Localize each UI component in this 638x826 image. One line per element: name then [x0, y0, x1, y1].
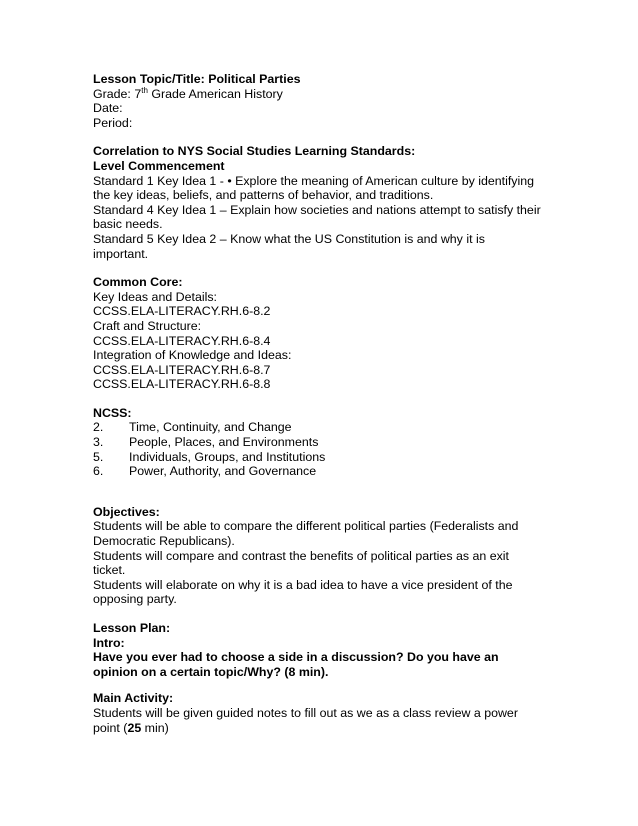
standards-subheading: Level Commencement	[93, 158, 225, 173]
common-core-section	[93, 275, 543, 392]
ncss-item-number: 3.	[93, 435, 104, 450]
lesson-topic-title: Lesson Topic/Title: Political Parties	[93, 72, 301, 86]
objective-line: Students will elaborate on why it is a bad idea to have a vice president of the opposing party.	[93, 577, 513, 607]
ncss-item-text: People, Places, and Environments	[129, 435, 319, 450]
lesson-plan-section	[93, 621, 543, 679]
objectives-section	[93, 505, 543, 607]
ncss-section	[93, 406, 543, 479]
standard-line: Standard 5 Key Idea 2 – Know what the US Constitution is and why it is important.	[93, 231, 485, 261]
common-core-line: CCSS.ELA-LITERACY.RH.6-8.7	[93, 362, 271, 377]
lesson-plan-heading: Lesson Plan:	[93, 621, 171, 635]
intro-heading: Intro:	[93, 635, 125, 650]
common-core-line: CCSS.ELA-LITERACY.RH.6-8.8	[93, 377, 271, 392]
main-activity-heading: Main Activity:	[93, 691, 174, 706]
ncss-item-number: 6.	[93, 464, 104, 479]
date-label: Date:	[93, 101, 123, 116]
objective-line: Students will compare and contrast the benefits of political parties as an exit ticket.	[93, 548, 509, 578]
ncss-item	[93, 420, 543, 435]
period-label: Period:	[93, 115, 133, 130]
standard-line: Standard 1 Key Idea 1 - • Explore the meaning of American culture by identifying the key ideas, beliefs, and patterns of behavior, and traditions.	[93, 173, 535, 203]
ncss-item	[93, 464, 543, 479]
main-activity-text: Students will be given guided notes to fill out as we as a class review a power point (25 min)	[93, 705, 518, 735]
objective-line: Students will be able to compare the different political parties (Federalists and Democratic Republicans).	[93, 519, 519, 549]
main-activity-section	[93, 691, 543, 735]
ncss-item-text: Power, Authority, and Governance	[129, 464, 317, 479]
ncss-heading: NCSS:	[93, 405, 132, 420]
intro-text: Have you ever had to choose a side in a discussion? Do you have an opinion on a certain topic/Why? (8 min).	[93, 650, 499, 679]
ncss-item	[93, 450, 543, 465]
ncss-item-text: Time, Continuity, and Change	[129, 420, 292, 435]
common-core-line: Key Ideas and Details:	[93, 289, 217, 304]
common-core-line: CCSS.ELA-LITERACY.RH.6-8.4	[93, 333, 271, 348]
common-core-heading: Common Core:	[93, 275, 183, 290]
standards-section	[93, 144, 543, 261]
ncss-item-number: 2.	[93, 420, 104, 435]
standard-line: Standard 4 Key Idea 1 – Explain how societies and nations attempt to satisfy their basic needs.	[93, 202, 541, 232]
common-core-line: Craft and Structure:	[93, 318, 202, 333]
common-core-line: Integration of Knowledge and Ideas:	[93, 348, 292, 363]
ncss-item-text: Individuals, Groups, and Institutions	[129, 449, 326, 464]
common-core-line: CCSS.ELA-LITERACY.RH.6-8.2	[93, 304, 271, 319]
ncss-item	[93, 435, 543, 450]
grade-line: Grade: 7th Grade American History	[93, 85, 283, 101]
lesson-plan-document	[93, 72, 543, 735]
ncss-item-number: 5.	[93, 449, 104, 464]
objectives-heading: Objectives:	[93, 504, 160, 519]
standards-heading: Correlation to NYS Social Studies Learning Standards:	[93, 144, 416, 159]
